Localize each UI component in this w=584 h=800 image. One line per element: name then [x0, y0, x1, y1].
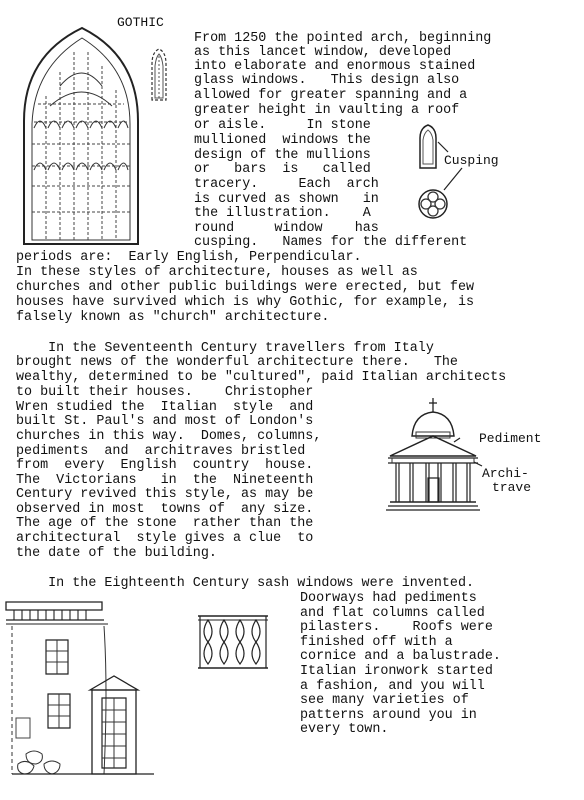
- gothic-line-20: falsely known as "church" architecture.: [16, 310, 330, 325]
- s2-line-13: The age of the stone rather than the: [16, 516, 314, 531]
- s3-line-10: patterns around you in: [300, 708, 477, 723]
- s2-line-1: In the Seventeenth Century travellers from Italy: [16, 341, 434, 356]
- gothic-window-illustration: [20, 26, 142, 246]
- gothic-line-17: In these styles of architecture, houses as well as: [16, 265, 418, 280]
- gothic-line-10: or bars is called: [194, 162, 371, 177]
- s3-line-1: In the Eighteenth Century sash windows were invented.: [16, 576, 475, 591]
- gothic-line-5: allowed for greater spanning and a: [194, 88, 468, 103]
- gothic-line-9: design of the mullions: [194, 148, 371, 163]
- gothic-line-14: round window has: [194, 221, 379, 236]
- s2-line-10: The Victorians in the Nineteenth: [16, 473, 314, 488]
- s2-line-5: Wren studied the Italian style and: [16, 400, 314, 415]
- pediment-label: Pediment: [479, 431, 542, 446]
- s3-line-3: and flat columns called: [300, 606, 485, 621]
- s2-line-14: architectural style gives a clue to: [16, 531, 314, 546]
- cusping-illustration: [412, 124, 482, 230]
- gothic-line-2: as this lancet window, developed: [194, 45, 452, 60]
- s3-line-5: finished off with a: [300, 635, 453, 650]
- gothic-line-18: churches and other public buildings were erected, but few: [16, 280, 475, 295]
- gothic-line-8: mullioned windows the: [194, 133, 371, 148]
- s3-line-11: every town.: [300, 722, 389, 737]
- cusping-label: Cusping: [444, 153, 499, 168]
- gothic-line-15: cusping. Names for the different: [194, 235, 468, 250]
- s3-line-7: Italian ironwork started: [300, 664, 493, 679]
- architrave-label-line-1: Archi-: [482, 466, 529, 481]
- gothic-line-7: or aisle. In stone: [194, 118, 371, 133]
- lancet-window-sketch: [150, 48, 168, 102]
- s3-line-8: a fashion, and you will: [300, 679, 485, 694]
- gothic-line-11: tracery. Each arch: [194, 177, 379, 192]
- gothic-line-12: is curved as shown in: [194, 192, 379, 207]
- s3-line-4: pilasters. Roofs were: [300, 620, 493, 635]
- gothic-line-16: periods are: Early English, Perpendicular.: [16, 250, 362, 265]
- s2-line-8: pediments and architraves bristled: [16, 444, 306, 459]
- georgian-house-illustration: [4, 598, 160, 778]
- gothic-heading: GOTHIC: [117, 15, 164, 30]
- gothic-line-4: glass windows. This design also: [194, 73, 460, 88]
- gothic-line-19: houses have survived which is why Gothic, for example, is: [16, 295, 475, 310]
- s2-line-2: brought news of the wonderful architecture there. The: [16, 355, 458, 370]
- gothic-line-6: greater height in vaulting a roof: [194, 103, 460, 118]
- s2-line-12: observed in most towns of any size.: [16, 502, 314, 517]
- s2-line-7: churches in this way. Domes, columns,: [16, 429, 322, 444]
- s2-line-4: to built their houses. Christopher: [16, 385, 314, 400]
- s2-line-15: the date of the building.: [16, 546, 217, 561]
- s3-line-2: Doorways had pediments: [300, 591, 477, 606]
- s2-line-6: built St. Paul's and most of London's: [16, 414, 314, 429]
- s3-line-6: cornice and a balustrade.: [300, 649, 501, 664]
- gothic-line-3: into elaborate and enormous stained: [194, 59, 476, 74]
- s2-line-9: from every English country house.: [16, 458, 314, 473]
- s2-line-11: Century revived this style, as may be: [16, 487, 314, 502]
- s2-line-3: wealthy, determined to be "cultured", paid Italian architects: [16, 370, 507, 385]
- classical-building-illustration: [386, 398, 482, 514]
- s3-line-9: see many varieties of: [300, 693, 469, 708]
- architrave-label-line-2: trave: [492, 480, 532, 495]
- gothic-line-1: From 1250 the pointed arch, beginning: [194, 31, 492, 46]
- gothic-line-13: the illustration. A: [194, 206, 371, 221]
- ironwork-balustrade-illustration: [196, 610, 270, 674]
